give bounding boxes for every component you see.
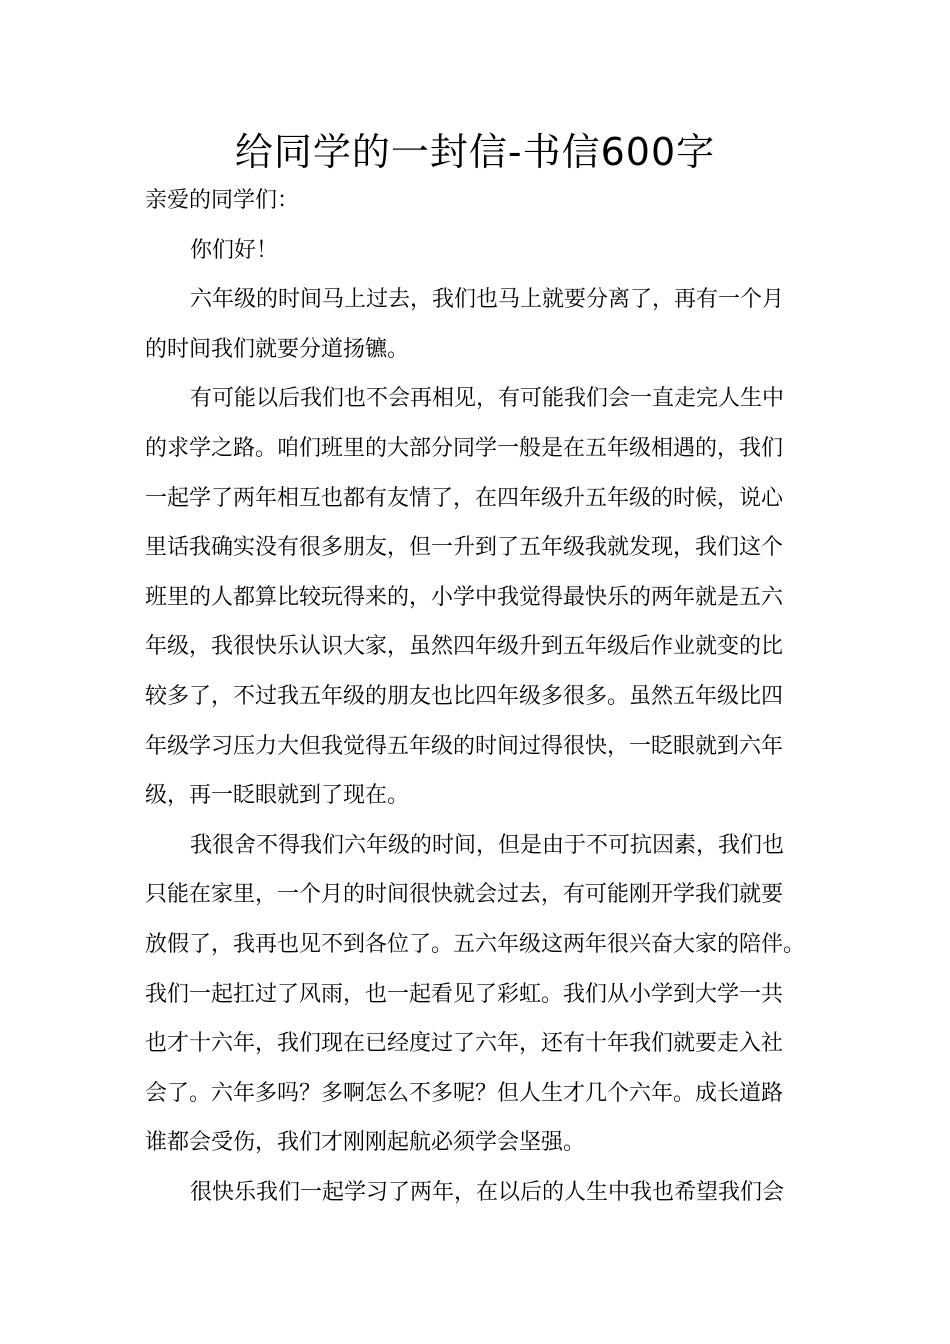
body-line: 谁都会受伤，我们才刚刚起航必须学会坚强。 (145, 1130, 586, 1156)
body-line: 你们好！ (190, 237, 279, 263)
body-line: 也才十六年，我们现在已经度过了六年，还有十年我们就要走入社 (145, 1031, 784, 1057)
body-line: 只能在家里，一个月的时间很快就会过去，有可能刚开学我们就要 (145, 882, 784, 908)
body-line: 放假了，我再也见不到各位了。五六年级这两年很兴奋大家的陪伴。 (145, 931, 806, 957)
body-line: 年级，我很快乐认识大家，虽然四年级升到五年级后作业就变的比 (145, 634, 784, 660)
body-line: 里话我确实没有很多朋友，但一升到了五年级我就发现，我们这个 (145, 535, 784, 561)
letter-body (145, 186, 825, 1227)
body-line: 年级学习压力大但我觉得五年级的时间过得很快，一眨眼就到六年 (145, 733, 784, 759)
body-line: 会了。六年多吗？多啊怎么不多呢？但人生才几个六年。成长道路 (145, 1080, 784, 1106)
body-line: 班里的人都算比较玩得来的，小学中我觉得最快乐的两年就是五六 (145, 584, 784, 610)
body-line: 的时间我们就要分道扬镳。 (145, 336, 410, 362)
body-line: 我们一起扛过了风雨，也一起看见了彩虹。我们从小学到大学一共 (145, 981, 784, 1007)
body-line: 亲爱的同学们： (145, 188, 300, 213)
body-line: 较多了，不过我五年级的朋友也比四年级多很多。虽然五年级比四 (145, 683, 784, 709)
body-line: 级，再一眨眼就到了现在。 (145, 783, 410, 809)
body-line: 有可能以后我们也不会再相见，有可能我们会一直走完人生中 (190, 386, 785, 412)
body-line: 的求学之路。咱们班里的大部分同学一般是在五年级相遇的，我们 (145, 435, 784, 461)
body-line: 我很舍不得我们六年级的时间，但是由于不可抗因素，我们也 (190, 832, 785, 858)
body-line: 一起学了两年相互也都有友情了，在四年级升五年级的时候，说心 (145, 485, 784, 511)
body-line: 六年级的时间马上过去，我们也马上就要分离了，再有一个月 (190, 287, 785, 313)
body-line: 很快乐我们一起学习了两年，在以后的人生中我也希望我们会 (190, 1179, 785, 1205)
document-title: 给同学的一封信-书信600字 (234, 130, 716, 174)
